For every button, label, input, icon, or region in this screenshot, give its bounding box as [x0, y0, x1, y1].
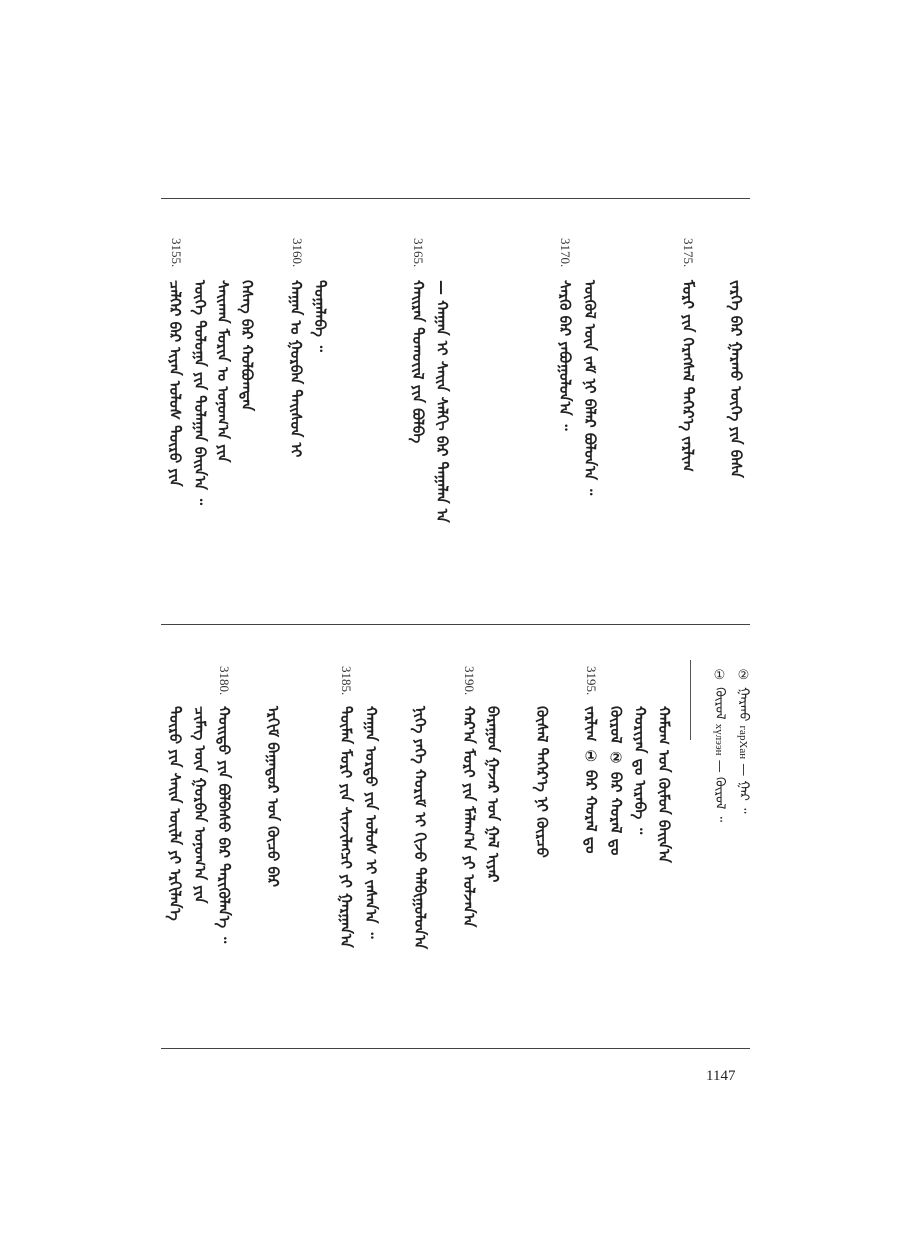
- verse-line: ᠵᠠᠷᠯᠢᠭ ① ᠪᠠᠷ ᠬᠤᠷᠠᠯ ᠳᠤ: [582, 706, 600, 854]
- verse-line: ᠬᠣᠢ᠌ᠳᠤ ᠶᠢᠨ ᠪᠣᠯᠪᠠᠰᠤ ᠪᠠᠷ ᠲᠡᠷᠢᠭᠦᠯᠡᠨ᠎ᠡ ᠃: [215, 706, 233, 944]
- verse-line: ᠰᠡᠷᠬᠦ ᠪᠡᠷ ᠶᠠᠪᠤᠭᠤᠯᠤᠨ᠎ᠠ ᠃: [556, 280, 574, 431]
- verse-line: ᠬᠦᠷᠦᠯ ② ᠪᠠᠷ ᠬᠤᠷᠠᠯ ᠳᠤ: [607, 706, 625, 856]
- line-number: 3165.: [411, 238, 426, 268]
- footnote-2: ② ᠭᠠᠷᠬᠤ гарХан — ᠭᠠᠷ ᠃: [736, 668, 751, 814]
- verse-line: ᠲᠣᠭᠠᠯᠠᠪᠠ ᠃: [311, 280, 329, 352]
- verse-line: ᠰᠠᠢ᠌ᠬᠠᠨ ᠮᠣᠷᠢᠨ ᠤ ᠣᠨᠣᠭ᠎ᠠ ᠶᠢᠨ: [214, 280, 232, 463]
- verse-line: ᠴᠢᠮᠡᠭ ᠦᠨ ᠭᠤᠷᠪᠠᠨ ᠣᠨᠣᠭ᠎ᠠ ᠶᠢᠨ: [191, 706, 209, 904]
- verse-line: ᠬᠤᠷᠢᠶᠠᠨ ᠳᠤ ᠢᠷᠡᠪᠡ ᠃: [631, 706, 649, 835]
- verse-line: ᠬᠠᠭᠠᠨ ᠤ ᠭᠤᠷᠪᠠᠨ ᠳᠠᠢ᠌ᠰᠤᠨ ᠢ: [287, 280, 305, 458]
- footnote-gloss: ᠬᠦᠷᠦᠯ ᠃: [712, 776, 727, 823]
- top-rule: [161, 198, 750, 199]
- line-number: 3155.: [169, 238, 184, 268]
- footnote-marker: ②: [736, 668, 751, 683]
- middle-rule: [161, 624, 750, 625]
- verse-line: ᠬᠠᠮᠤᠭ ᠤᠨ ᠬᠦᠮᠦᠨ ᠪᠠᠢ᠌ᠨ᠎ᠠ: [655, 706, 673, 863]
- footnote-cyrillic: гарХан: [737, 725, 749, 760]
- verse-line: ᠨᠢᠬᠡ ᠶᠡᠬᠡ ᠬᠣᠷᠢᠮ ᠢ ᠬᠢᠵᠦ ᠲᠠᠯᠪᠢᠭᠤᠯᠤᠨ᠎ᠠ: [411, 706, 429, 950]
- verse-line: ᠲᠦᠮᠡᠨ ᠮᠣᠷᠢ ᠶᠢᠨ ᠰᠢᠨᠵᠢᠯᠡᠭᠴᠢ ᠶᠢ ᠭᠠᠷᠭᠠᠨ᠎ᠠ: [337, 706, 355, 948]
- footnote-term: ᠭᠠᠷᠬᠤ: [736, 687, 751, 722]
- line-number: 3170.: [558, 238, 573, 268]
- line-number: 3175.: [681, 238, 696, 268]
- line-number: 3190.: [462, 666, 477, 696]
- verse-line: ᠴᠡᠯᠭᠡᠷ ᠪᠠᠷ ᠢᠶᠠᠨ ᠤᠯᠤᠰ ᠲᠦᠷᠦ ᠶᠢᠨ: [166, 280, 184, 487]
- verse-line: ᠲᠦᠷᠦ ᠶᠢᠨ ᠰᠠᠢ᠌ᠨ ᠦᠢᠯᠡ ᠶᠢ ᠡᠷᠬᠢᠯᠡᠨ᠎ᠡ: [166, 706, 184, 921]
- footnote-cyrillic: хүлээн: [713, 723, 725, 756]
- footnote-gloss: ᠭᠠᠷ ᠃: [736, 780, 751, 814]
- verse-line: ᠮᠣᠷᠢ ᠶᠢᠨ ᠬᠡᠷᠡᠭᠰᠡᠯ ᠳᠡᠭᠡᠷ᠎ᠡ ᠵᠠᠷᠯᠢᠭ: [679, 280, 697, 472]
- verse-line: ᠵᠡᠷᠭᠡ ᠪᠡᠷ ᠭᠠᠷᠬᠤ ᠦᠭᠡ ᠶᠢᠨ ᠪᠠᠰᠠ: [727, 280, 745, 478]
- footnote-marker: ①: [712, 668, 727, 683]
- verse-line: ᠬᠡᠰᠡᠭ ᠪᠠᠷ ᠬᠣᠯᠪᠣᠭᠳᠠᠨ: [238, 280, 256, 411]
- bottom-rule: [161, 1048, 750, 1049]
- footnote-term: ᠬᠦᠷᠦᠯ: [712, 687, 727, 720]
- verse-line: ᠬᠦᠰᠡᠯ ᠳᠡᠭᠡᠷ᠎ᠡ ᠨᠢ ᠬᠦᠷᠴᠦ: [533, 706, 551, 858]
- verse-line: ᠦᠬᠦᠯ ᠦᠨ ᠵᠠᠮ ᠨᠢ ᠪᠠᠯᠠᠷ ᠪᠣᠯᠤᠨ᠎ᠠ ᠃: [581, 280, 599, 496]
- verse-line: — ᠬᠠᠭᠠᠨ ᠢ ᠰᠠᠢ᠌ᠨ ᠰᠠᠯᠬᠢ ᠪᠠᠷ ᠳᠠᠭᠠᠯᠠᠨ ᠠ: [433, 280, 451, 523]
- line-number: 3195.: [584, 666, 599, 696]
- verse-line: ᠪᠠᠷᠠᠭᠤᠨ ᠭᠠᠵᠠᠷ ᠤᠨ ᠭᠠᠯ ᠢᠶᠡᠷ: [484, 706, 502, 883]
- page-number: 1147: [706, 1068, 736, 1084]
- line-number: 3185.: [339, 666, 354, 696]
- verse-line: ᠦᠭᠡ ᠳᠣᠯᠣᠭᠠ ᠶᠢᠨ ᠳᠤᠯᠠᠭᠠᠨ ᠪᠠᠢ᠌ᠨ᠎ᠠ ᠃: [191, 280, 209, 505]
- verse-line: ᠡᠷᠬᠢᠮ ᠪᠠᠭᠠᠲᠤᠷ ᠤᠨ ᠬᠦᠴᠦ ᠪᠡᠷ: [264, 706, 282, 887]
- footnote-1: ① ᠬᠦᠷᠦᠯ хүлээн — ᠬᠦᠷᠦᠯ ᠃: [712, 668, 727, 823]
- verse-line: ᠬᠠᠭᠠᠨ ᠣᠷᠳᠣ ᠶᠢᠨ ᠤᠯᠤᠰ ᠢ ᠵᠠᠰᠠᠨ᠎ᠠ ᠃: [362, 706, 380, 939]
- line-number: 3180.: [217, 666, 232, 696]
- line-number: 3160.: [290, 238, 305, 268]
- footnote-rule: [690, 660, 691, 740]
- verse-line: ᠬᠠᠷ᠎ᠠ ᠮᠣᠷᠢ ᠶᠢᠨ ᠮᠠᠯᠠᠭ᠎ᠠ ᠶᠢ ᠣᠯᠵᠠᠨ᠎ᠠ: [460, 706, 478, 928]
- verse-line: ᠬᠠᠢ᠌ᠷᠠᠨ ᠲᠣᠬᠣᠶ᠋ᠢᠯ ᠶᠢᠨ ᠪᠣᠯᠪᠠ: [409, 280, 427, 444]
